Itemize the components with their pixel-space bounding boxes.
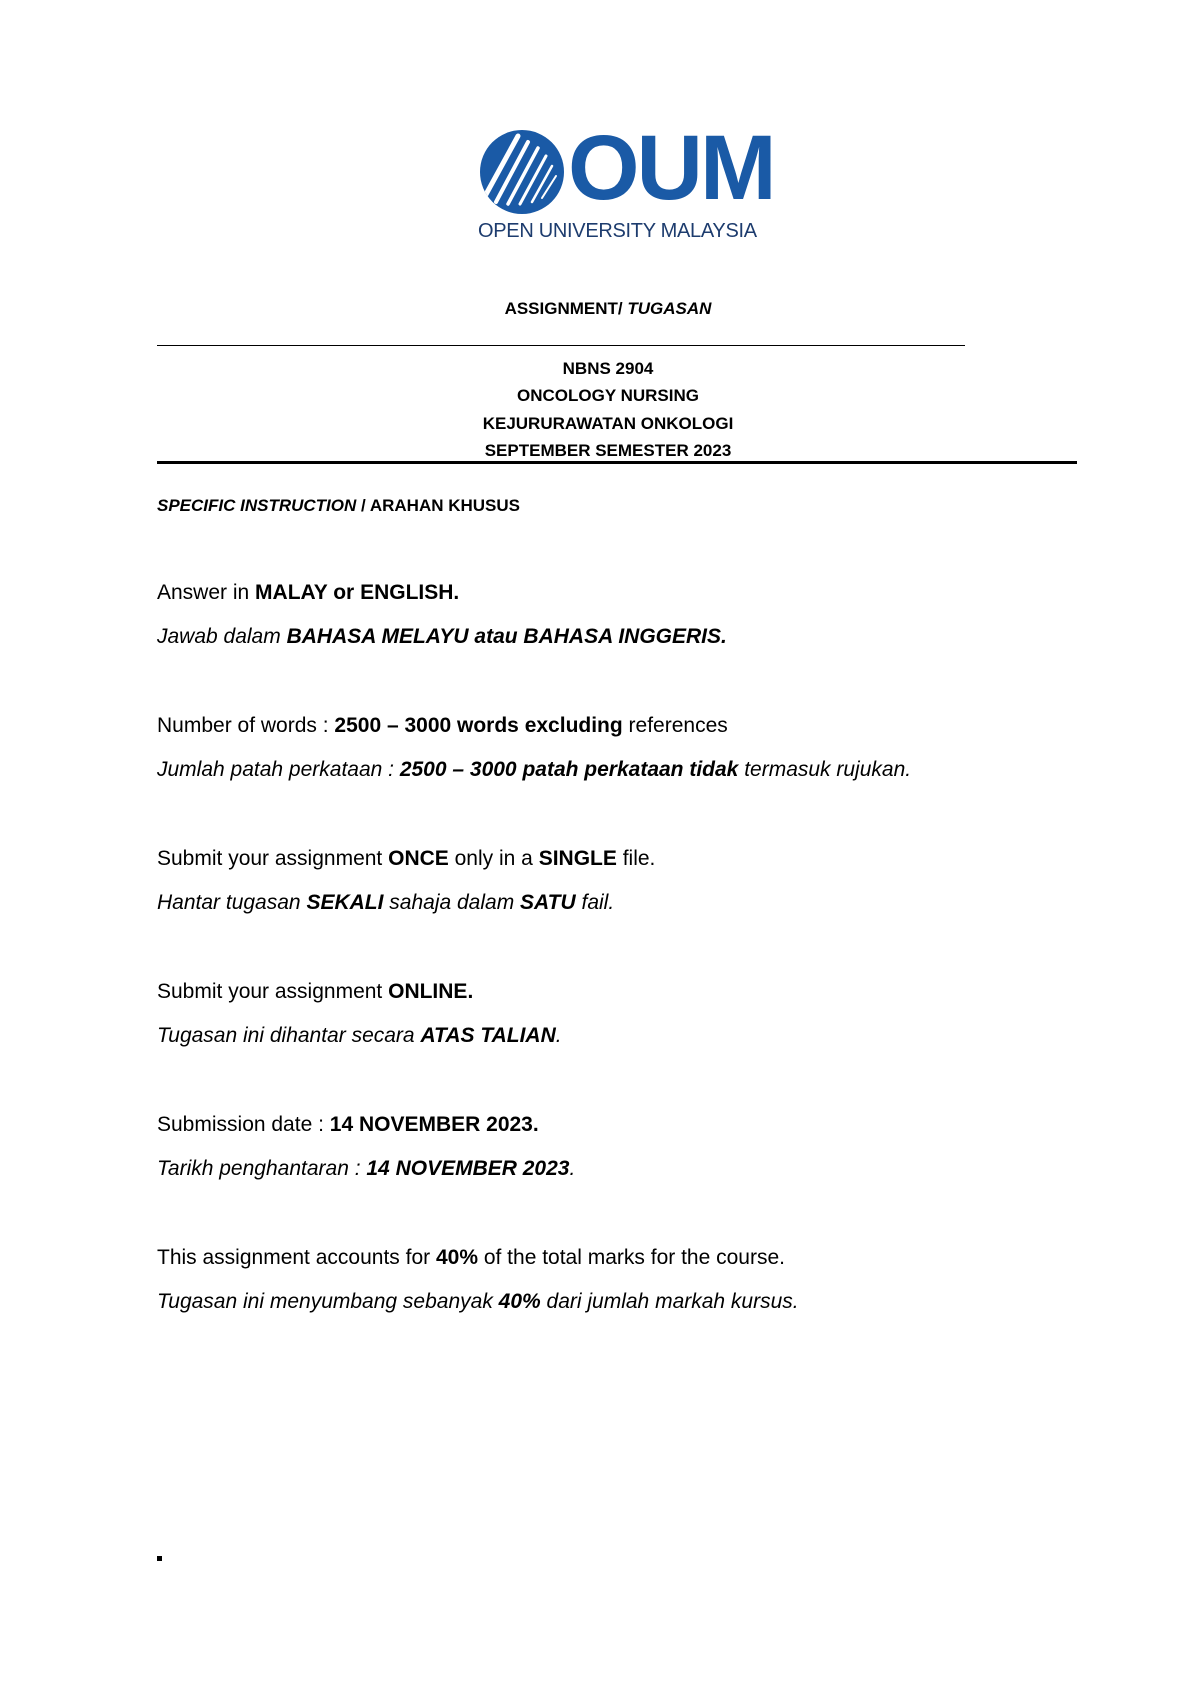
header-divider-thick xyxy=(157,461,1077,464)
text-span: Submission date : xyxy=(157,1113,330,1136)
instruction-ms xyxy=(157,758,1057,782)
paragraph-mark xyxy=(157,1556,162,1561)
instruction-ms xyxy=(157,1290,1057,1314)
assignment-title xyxy=(8,299,1200,319)
text-span: fail. xyxy=(575,891,615,914)
text-span: Hantar tugasan xyxy=(157,891,307,914)
text-span: dari jumlah markah kursus. xyxy=(540,1290,799,1313)
instruction-submit-once xyxy=(157,847,1057,915)
instruction-online xyxy=(157,980,1057,1048)
assignment-title-ms: TUGASAN xyxy=(627,299,712,318)
instructions-heading-sep: / xyxy=(356,496,370,515)
logo-subtitle: OPEN UNIVERSITY MALAYSIA xyxy=(478,220,757,242)
text-span: Submit your assignment xyxy=(157,847,389,870)
oum-globe-icon xyxy=(478,128,566,216)
text-span: file. xyxy=(616,847,656,870)
text-span-bold: 14 NOVEMBER 2023. xyxy=(329,1113,539,1136)
text-span: Tarikh penghantaran : xyxy=(157,1157,367,1180)
text-span: sahaja dalam xyxy=(383,891,521,914)
text-span: of the total marks for the course. xyxy=(478,1246,785,1269)
text-span-bold: ONCE xyxy=(388,847,449,870)
text-span-bold: 40% xyxy=(435,1246,478,1269)
text-span: Tugasan ini dihantar secara xyxy=(157,1024,421,1047)
text-span-bold: 14 NOVEMBER 2023 xyxy=(366,1157,570,1180)
text-span-bold: 2500 – 3000 words excluding xyxy=(334,714,623,737)
instructions-heading-ms: ARAHAN KHUSUS xyxy=(369,496,521,515)
text-span-bold: SATU xyxy=(520,891,576,914)
instruction-weight xyxy=(157,1246,1057,1314)
logo-wordmark: OUM xyxy=(568,117,774,219)
instructions-heading xyxy=(157,496,520,516)
text-span: . xyxy=(569,1157,576,1180)
text-span: references xyxy=(622,714,728,737)
text-span: Answer in xyxy=(157,581,256,604)
text-span-bold: 40% xyxy=(498,1290,541,1313)
text-span: This assignment accounts for xyxy=(157,1246,436,1269)
instruction-en xyxy=(157,1113,1057,1137)
oum-logo xyxy=(478,117,774,243)
text-span-bold: ATAS TALIAN xyxy=(420,1024,556,1047)
semester: SEPTEMBER SEMESTER 2023 xyxy=(484,440,732,460)
instruction-submission-date xyxy=(157,1113,1057,1181)
text-span: Submit your assignment xyxy=(157,980,389,1003)
instruction-ms xyxy=(157,1157,1057,1181)
header-divider-thin xyxy=(157,345,965,346)
text-span-bold: ONLINE. xyxy=(388,980,474,1003)
course-code: NBNS 2904 xyxy=(562,359,654,378)
instruction-en xyxy=(157,1246,1057,1270)
text-span: . xyxy=(555,1024,562,1047)
text-span: Jumlah patah perkataan : xyxy=(157,758,400,781)
instruction-en xyxy=(157,980,1057,1004)
instruction-ms xyxy=(157,625,1057,649)
assignment-title-en: ASSIGNMENT/ xyxy=(504,299,623,318)
text-span-bold: MALAY or ENGLISH. xyxy=(255,581,460,604)
text-span-bold: BAHASA MELAYU atau BAHASA INGGERIS. xyxy=(286,625,727,648)
instruction-ms xyxy=(157,891,1057,915)
course-info xyxy=(0,355,1200,464)
text-span: Jawab dalam xyxy=(157,625,287,648)
course-name-ms: KEJURURAWATAN ONKOLOGI xyxy=(482,413,734,433)
course-name-en: ONCOLOGY NURSING xyxy=(517,386,699,406)
instructions-heading-en: SPECIFIC INSTRUCTION xyxy=(157,496,357,515)
instruction-en xyxy=(157,714,1057,738)
text-span-bold: SINGLE xyxy=(538,847,617,870)
text-span: Tugasan ini menyumbang sebanyak xyxy=(157,1290,499,1313)
text-span: Number of words : xyxy=(157,714,335,737)
text-span: termasuk rujukan. xyxy=(738,758,912,781)
text-span: only in a xyxy=(448,847,539,870)
text-span-bold: 2500 – 3000 patah perkataan tidak xyxy=(399,758,739,781)
instruction-word-count xyxy=(157,714,1057,782)
instruction-en xyxy=(157,581,1057,605)
instruction-ms xyxy=(157,1024,1057,1048)
instruction-language xyxy=(157,581,1057,649)
instruction-en xyxy=(157,847,1057,871)
text-span-bold: SEKALI xyxy=(306,891,384,914)
